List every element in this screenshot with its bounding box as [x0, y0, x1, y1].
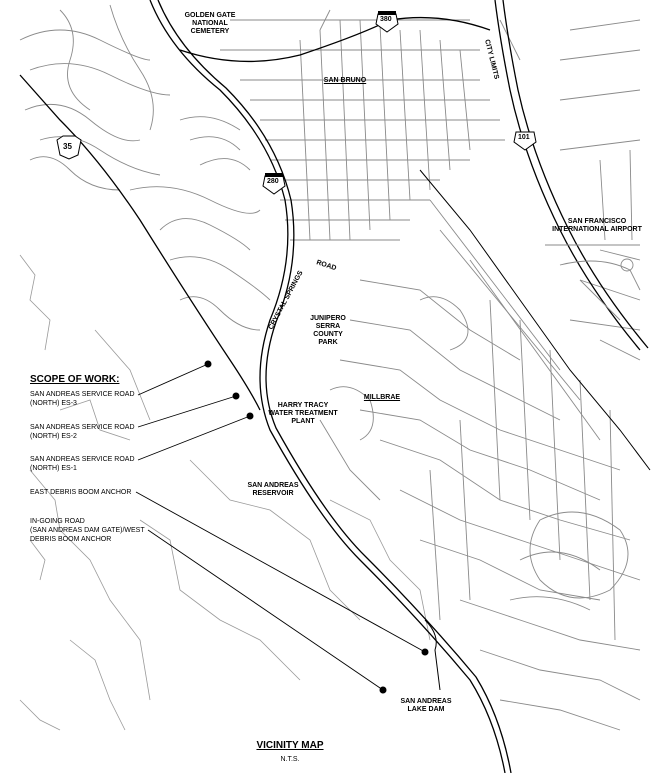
scope-item-es3: [30, 390, 135, 408]
scope-item-east-debris-line-1: EAST DEBRIS BOOM ANCHOR: [30, 489, 132, 496]
dam-line-2: LAKE DAM: [407, 706, 445, 713]
airport-label: [552, 218, 642, 234]
scope-point-in-going: [380, 687, 387, 694]
route-101-label: 101: [518, 134, 530, 141]
scope-point-es3: [205, 361, 212, 368]
dam-label: [394, 698, 458, 714]
scope-item-in-going-line-1: IN-GOING ROAD: [30, 518, 85, 525]
scope-heading: SCOPE OF WORK:: [30, 374, 120, 385]
airport-line-2: INTERNATIONAL AIRPORT: [552, 226, 642, 233]
scope-item-in-going-line-3: DEBRIS BOOM ANCHOR: [30, 536, 112, 543]
scope-item-es1-line-1: SAN ANDREAS SERVICE ROAD: [30, 456, 135, 463]
scope-item-in-going: [30, 517, 145, 544]
scope-point-es1: [247, 413, 254, 420]
cemetery-label: [180, 12, 240, 36]
crystal-springs-label: CRYSTAL SPRINGS: [267, 269, 305, 331]
scope-item-es2-line-1: SAN ANDREAS SERVICE ROAD: [30, 424, 135, 431]
scope-item-es2-line-2: (NORTH) ES-2: [30, 433, 77, 440]
plant-line-3: PLANT: [291, 418, 315, 425]
map-title: VICINITY MAP: [256, 740, 324, 751]
airport-line-1: SAN FRANCISCO: [567, 218, 627, 225]
san-bruno-label: SAN BRUNO: [323, 77, 367, 84]
plant-label: [266, 402, 340, 426]
street-network: [20, 5, 640, 730]
route-280-label: 280: [267, 178, 279, 185]
scope-point-es2: [233, 393, 240, 400]
cemetery-line-2: NATIONAL: [192, 20, 228, 27]
plant-line-2: WATER TREATMENT: [268, 410, 338, 417]
scope-item-es1-line-2: (NORTH) ES-1: [30, 465, 77, 472]
cemetery-line-3: CEMETERY: [190, 28, 230, 35]
road-label: ROAD: [315, 259, 338, 273]
reservoir-label: [240, 482, 306, 498]
scope-item-es3-line-2: (NORTH) ES-3: [30, 400, 77, 407]
cemetery-line-1: GOLDEN GATE: [184, 12, 236, 19]
park-line-4: PARK: [318, 339, 338, 346]
park-line-2: SERRA: [315, 323, 341, 330]
route-35-label: 35: [63, 142, 72, 151]
city-limits-label: CITY LIMITS: [483, 38, 500, 80]
reservoir-line-1: SAN ANDREAS: [247, 482, 299, 489]
millbrae-label: MILLBRAE: [363, 394, 401, 401]
park-line-3: COUNTY: [313, 331, 343, 338]
park-line-1: JUNIPERO: [310, 315, 346, 322]
park-label: [306, 315, 350, 347]
map-scale-note: N.T.S.: [280, 756, 300, 763]
dam-line-1: SAN ANDREAS: [400, 698, 452, 705]
scope-item-es1: [30, 455, 135, 473]
scope-item-east-debris: [30, 488, 131, 497]
scope-item-es2: [30, 423, 135, 441]
scope-item-in-going-line-2: (SAN ANDREAS DAM GATE)/WEST: [30, 527, 145, 534]
scope-point-east-debris: [422, 649, 429, 656]
plant-line-1: HARRY TRACY: [277, 402, 329, 409]
route-380-label: 380: [380, 16, 392, 23]
scope-item-es3-line-1: SAN ANDREAS SERVICE ROAD: [30, 391, 135, 398]
reservoir-line-2: RESERVOIR: [252, 490, 294, 497]
